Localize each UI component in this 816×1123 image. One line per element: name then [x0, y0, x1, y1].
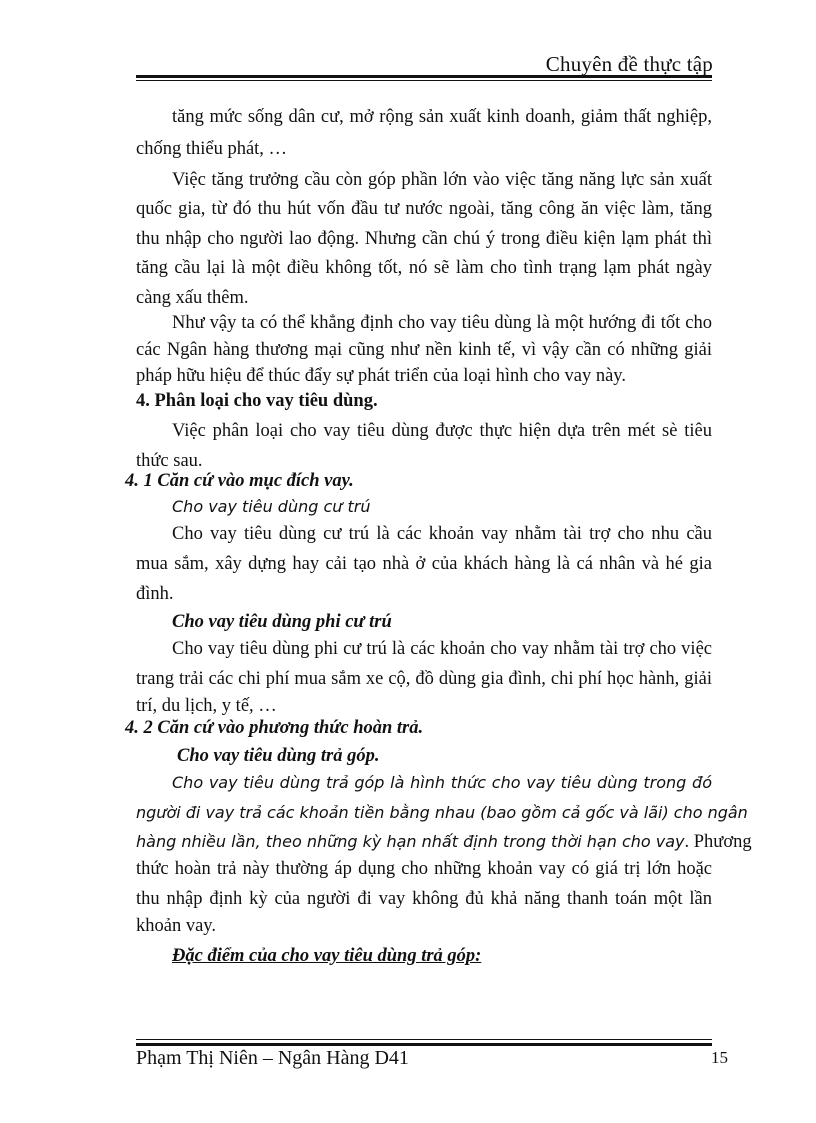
body-line: khoản vay. — [136, 916, 216, 936]
body-line: thức hoàn trả này thường áp dụng cho những khoản vay có giá trị lớn hoặc — [136, 859, 712, 879]
footer-rule-thin — [136, 1039, 712, 1040]
body-line: quốc gia, từ đó thu hút vốn đầu tư nước ngoài, tăng công ăn việc làm, tăng — [136, 199, 712, 219]
body-line: tăng cầu lại là một điều không tốt, nó sẽ làm cho tình trạng lạm phát ngày — [136, 258, 712, 278]
footer-author: Phạm Thị Niên – Ngân Hàng D41 — [136, 1047, 409, 1069]
subheading-nonresident: Cho vay tiêu dùng phi cư trú — [172, 612, 392, 632]
section-heading-4-1: 4. 1 Căn cứ vào mục đích vay. — [125, 471, 354, 491]
body-line: thức sau. — [136, 451, 203, 471]
body-line: đình. — [136, 584, 174, 604]
body-line: Việc phân loại cho vay tiêu dùng được thực hiện dựa trên mét sè tiêu — [172, 421, 712, 441]
body-line: tăng mức sống dân cư, mở rộng sản xuất kinh doanh, giảm thất nghiệp, — [172, 107, 712, 127]
section-heading-4: 4. Phân loại cho vay tiêu dùng. — [136, 391, 378, 411]
regular-span: . Phương — [684, 832, 752, 852]
body-line: Như vậy ta có thể khẳng định cho vay tiêu dùng là một hướng đi tốt cho — [172, 313, 712, 333]
mixed-line — [136, 831, 752, 853]
italic-span: hàng nhiều lần, theo những kỳ hạn nhất định trong thời hạn cho vay — [136, 832, 685, 851]
italic-line: người đi vay trả các khoản tiền bằng nhau (bao gồm cả gốc và lãi) cho ngân — [136, 803, 748, 822]
body-line: các Ngân hàng thương mại cũng như nền kinh tế, vì vậy cần có những giải — [136, 340, 712, 360]
subheading-resident: Cho vay tiêu dùng cư trú — [172, 497, 371, 516]
header-title: Chuyên đề thực tập — [545, 52, 713, 76]
body-line: thu nhập định kỳ của người đi vay không đủ khả năng thanh toán một lần — [136, 889, 712, 909]
body-line: mua sắm, xây dựng hay cải tạo nhà ở của khách hàng là cá nhân và hé gia — [136, 554, 712, 574]
body-line: pháp hữu hiệu để thúc đẩy sự phát triển của loại hình cho vay này. — [136, 366, 626, 386]
header-rule-thin — [136, 80, 712, 81]
body-line: Cho vay tiêu dùng cư trú là các khoản vay nhằm tài trợ cho nhu cầu — [172, 524, 712, 544]
subheading-installment: Cho vay tiêu dùng trả góp. — [177, 746, 380, 766]
body-line: Cho vay tiêu dùng phi cư trú là các khoản cho vay nhằm tài trợ cho việc — [172, 639, 712, 659]
page-number: 15 — [711, 1048, 728, 1067]
body-line: thu nhập cho người lao động. Nhưng cần chú ý trong điều kiện lạm phát thì — [136, 229, 712, 249]
body-line: trí, du lịch, y tế, … — [136, 696, 277, 716]
body-line: càng xấu thêm. — [136, 288, 249, 308]
body-line: trang trải các chi phí mua sắm xe cộ, đồ dùng gia đình, chi phí học hành, giải — [136, 669, 712, 689]
subheading-characteristics: Đặc điểm của cho vay tiêu dùng trả góp: — [172, 946, 482, 966]
body-line: Việc tăng trưởng cầu còn góp phần lớn vào việc tăng năng lực sản xuất — [172, 170, 712, 190]
footer-rule-thick — [136, 1043, 712, 1046]
body-line: chống thiểu phát, … — [136, 139, 288, 159]
section-heading-4-2: 4. 2 Căn cứ vào phương thức hoàn trả. — [125, 718, 424, 738]
italic-line: Cho vay tiêu dùng trả góp là hình thức cho vay tiêu dùng trong đó — [172, 773, 712, 792]
header-rule-thick — [136, 75, 712, 78]
